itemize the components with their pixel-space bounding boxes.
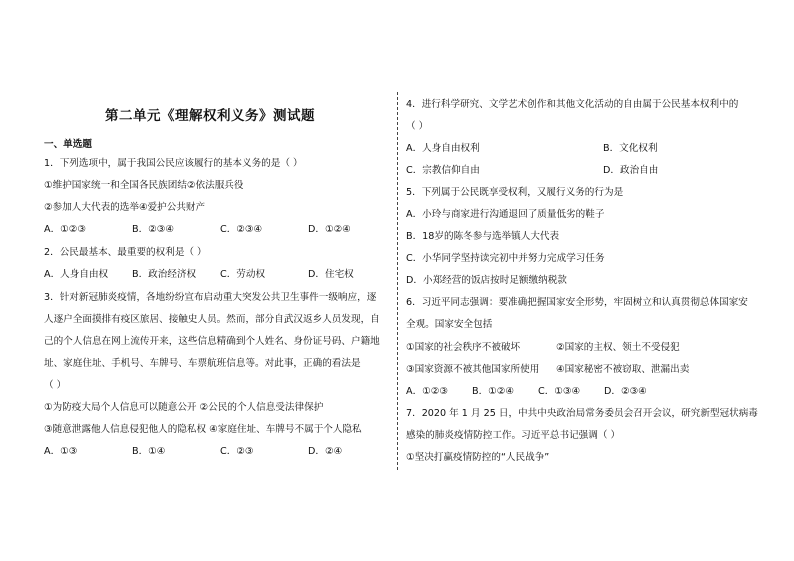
q5-option-d: D．小郑经营的饭店按时足额缴纳税款 — [406, 275, 567, 286]
q7-item-1: ①坚决打赢疫情防控的“人民战争” — [406, 452, 550, 463]
q3-paren: （ ） — [44, 380, 67, 391]
q3-option-b: B．①④ — [132, 446, 166, 457]
q5-option-c: C．小华同学坚持读完初中并努力完成学习任务 — [406, 253, 605, 264]
q7-line-2: 感染的肺炎疫情防控工作。习近平总书记强调（ ） — [406, 430, 621, 441]
column-divider — [397, 92, 398, 470]
q3-items-b: ③随意泄露他人信息侵犯他人的隐私权 ④家庭住址、车牌号不属于个人隐私 — [44, 424, 362, 435]
q3-option-a: A．①③ — [44, 446, 78, 457]
q3-line-3: 己的个人信息在网上流传开来，这些信息精确到个人姓名、身份证号码、户籍地 — [44, 336, 380, 347]
q6-item-1: ①国家的社会秩序不被破坏 — [406, 342, 521, 353]
q4-option-c: C．宗教信仰自由 — [406, 165, 480, 176]
q4-paren: （ ） — [406, 121, 429, 132]
q3-option-d: D．②④ — [308, 446, 343, 457]
q4-option-a: A．人身自由权利 — [406, 143, 480, 154]
q6-item-3: ③国家资源不被其他国家所使用 — [406, 364, 540, 375]
q5-option-b: B．18岁的陈冬参与选举镇人大代表 — [406, 231, 560, 242]
q6-line-2: 全观。国家安全包括 — [406, 319, 493, 330]
q1-option-a: A．①②③ — [44, 224, 86, 235]
q6-item-4: ④国家秘密不被窃取、泄漏出卖 — [556, 364, 690, 375]
q3-items-a: ①为防疫大局个人信息可以随意公开 ②公民的个人信息受法律保护 — [44, 402, 324, 413]
q6-line-1: 6．习近平同志强调：要准确把握国家安全形势，牢固树立和认真贯彻总体国家安 — [406, 297, 748, 308]
q2-option-b: B．政治经济权 — [132, 269, 197, 280]
section-heading: 一、单选题 — [44, 139, 92, 150]
q1-option-d: D．①②④ — [308, 224, 351, 235]
q3-line-4: 址、家庭住址、手机号、车牌号、车票航班信息等。对此事，正确的看法是 — [44, 358, 361, 369]
q4-option-b: B．文化权利 — [603, 143, 658, 154]
q1-items-a: ①维护国家统一和全国各民族团结②依法服兵役 — [44, 180, 244, 191]
q2-option-c: C．劳动权 — [220, 269, 266, 280]
q3-line-1: 3．针对新冠肺炎疫情，各地纷纷宣布启动重大突发公共卫生事件一级响应，逐 — [44, 292, 377, 303]
q4-option-d: D．政治自由 — [603, 165, 659, 176]
q3-line-2: 人逐户全面摸排有疫区旅居、接触史人员。然而，部分自武汉返乡人员发现，自 — [44, 314, 380, 325]
q6-option-c: C．①③④ — [538, 386, 581, 397]
q6-option-d: D．②③④ — [604, 386, 647, 397]
q7-line-1: 7．2020 年 1 月 25 日，中共中央政治局常务委员会召开会议，研究新型冠状病毒 — [406, 408, 758, 419]
q6-option-b: B．①②④ — [472, 386, 514, 397]
q1-option-c: C．②③④ — [220, 224, 263, 235]
q1-option-b: B．②③④ — [132, 224, 174, 235]
q6-item-2: ②国家的主权、领土不受侵犯 — [556, 342, 680, 353]
q3-option-c: C．②③ — [220, 446, 254, 457]
q2-stem: 2．公民最基本、最重要的权利是（ ） — [44, 247, 207, 258]
q1-stem: 1．下列选项中，属于我国公民应该履行的基本义务的是（ ） — [44, 158, 303, 169]
q6-option-a: A．①②③ — [406, 386, 448, 397]
q4-stem: 4．进行科学研究、文学艺术创作和其他文化活动的自由属于公民基本权利中的 — [406, 99, 739, 110]
q5-option-a: A．小玲与商家进行沟通退回了质量低劣的鞋子 — [406, 209, 605, 220]
q2-option-a: A．人身自由权 — [44, 269, 109, 280]
q2-option-d: D．住宅权 — [308, 269, 354, 280]
q5-stem: 5．下列属于公民既享受权利，又履行义务的行为是 — [406, 187, 624, 198]
exam-title: 第二单元《理解权利义务》测试题 — [105, 108, 315, 124]
q1-items-b: ②参加人大代表的选举④爱护公共财产 — [44, 202, 206, 213]
